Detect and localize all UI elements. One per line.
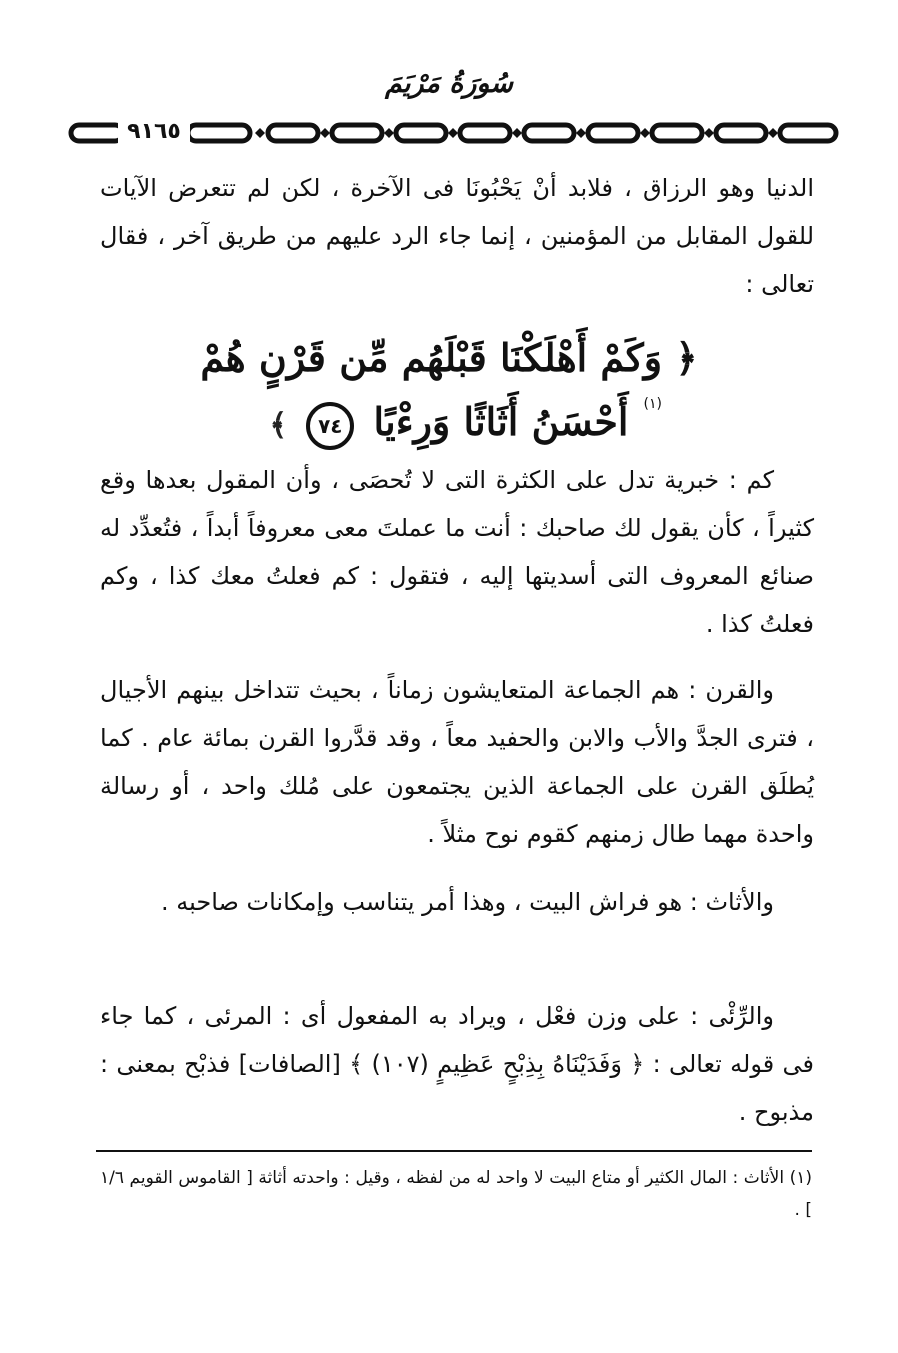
verse-line-2-text: أَحْسَنُ أَثَاثًا وَرِءْيًا bbox=[373, 399, 629, 444]
footnote-marker: (١) bbox=[643, 396, 662, 412]
paragraph-kam bbox=[100, 456, 814, 648]
paragraph-qarn-text: والقرن : هم الجماعة المتعايشون زماناً ، بحيث تتداخل بينهم الأجيال ، فترى الجدَّ والأب والابن والحفيد معاً ، وقد قدَّروا القرن بمائة عام . كما يُطلَق القرن على الجماعة الذين يجتمعون على مُلك واحد ، أو رسالة واحدة مهما طال زمنهم كقوم نوح مثلاً . bbox=[100, 676, 814, 848]
surah-title: سُورَةُ مَرْيَمَ bbox=[385, 68, 513, 99]
verse-close-ornament: ﴾ bbox=[269, 408, 288, 443]
paragraph-athath-text: والأثاث : هو فراش البيت ، وهذا أمر يتناسب وإمكانات صاحبه . bbox=[160, 888, 774, 916]
paragraph-intro: الدنيا وهو الرزاق ، فلابد أنْ يَحْبُونَا فى الآخرة ، لكن لم تتعرض الآيات للقول المقابل من المؤمنين ، إنما جاء الرد عليهم من طريق آخر ، فقال تعالى : bbox=[100, 174, 814, 298]
verse-line-1-text: ﴿ وَكَمْ أَهْلَكْنَا قَبْلَهُم مِّن قَرْنٍ هُمْ bbox=[200, 335, 698, 380]
paragraph-riy bbox=[100, 992, 814, 1136]
footnote: (١) الأثاث : المال الكثير أو متاع البيت لا واحد له من لفظه ، وقيل : واحدته أثاثة [ القاموس القويم ١/٦ ] . bbox=[100, 1168, 812, 1220]
verse-line-2 bbox=[0, 390, 898, 458]
quran-verse bbox=[0, 326, 898, 458]
page-number: ٩١٦٥ bbox=[118, 119, 190, 145]
paragraph-riy-text: والرِّئْى : على وزن فعْل ، ويراد به المفعول أى : المرئى ، كما جاء فى قوله تعالى : ﴿ وَفَدَيْنَاهُ بِذِبْحٍ عَظِيمٍ (١٠٧) ﴾ [الصافات] فذبْح بمعنى : مذبوح . bbox=[100, 1002, 814, 1126]
paragraph-athath bbox=[100, 878, 814, 926]
paragraph-kam-text: كم : خبرية تدل على الكثرة التى لا تُحصَى ، وأن المقول بعدها وقع كثيراً ، كأن يقول لك صاحبك : أنت ما عملتَ معى معروفاً أبداً ، فتُعدِّد له صنائع المعروف التى أسديتها إليه ، فتقول : كم فعلتُ معك كذا ، وكم فعلتُ كذا . bbox=[100, 466, 814, 638]
paragraph-qarn bbox=[100, 666, 814, 858]
ayah-number-badge: ٧٤ bbox=[306, 402, 354, 450]
footnote-divider bbox=[96, 1150, 812, 1152]
verse-line-1 bbox=[0, 326, 898, 390]
